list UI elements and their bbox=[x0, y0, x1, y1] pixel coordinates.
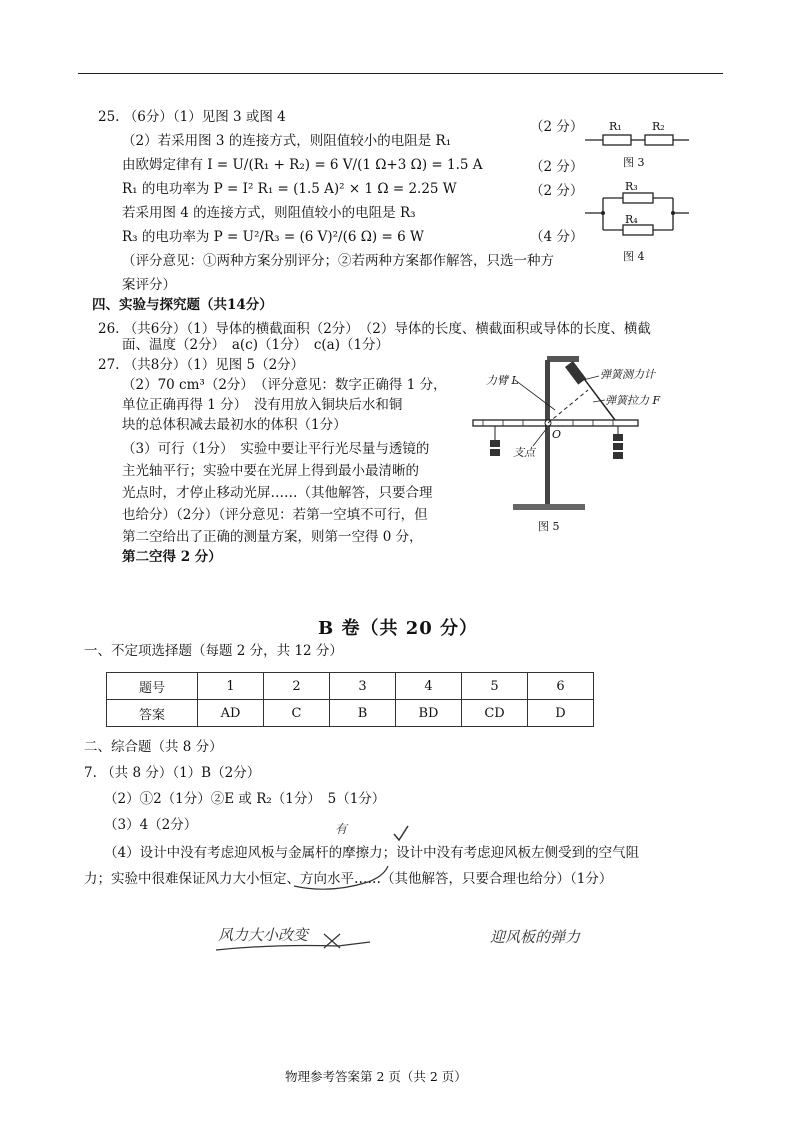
handwritten-note-left: 风力大小改变 bbox=[218, 926, 309, 944]
handwritten-note-right: 迎风板的弹力 bbox=[490, 928, 581, 946]
table-cell: 2 bbox=[264, 673, 330, 700]
table-answer-label: 答案 bbox=[107, 700, 198, 727]
q27-line-6: 主光轴平行；实验中要在光屏上得到最小最清晰的 bbox=[122, 463, 419, 479]
q25-line-4: R₁ 的电功率为 P = I² R₁ = (1.5 A)² × 1 Ω = 2.25 W bbox=[122, 181, 457, 197]
figure-5-spring-force-label: 弹簧拉力 F bbox=[605, 394, 661, 407]
q27-line-5: （3）可行（1分） 实验中要让平行光尽量与透镜的 bbox=[122, 441, 430, 457]
figure-5-point-o-label: O bbox=[552, 428, 562, 441]
table-cell: BD bbox=[396, 700, 462, 727]
q25-line-7: （评分意见：①两种方案分别评分；②若两种方案都作解答，只选一种方 bbox=[122, 253, 554, 269]
q25-line-8: 案评分） bbox=[122, 277, 176, 293]
q27-line-3: 单位正确再得 1 分） 没有用放入铜块后水和铜 bbox=[122, 397, 403, 413]
figure-4-caption: 图 4 bbox=[623, 250, 645, 263]
table-cell: 5 bbox=[462, 673, 528, 700]
figure-3-r2-label: R₂ bbox=[652, 120, 665, 133]
score-4: （4 分） bbox=[530, 229, 584, 245]
section-1-heading: 一、不定项选择题（每题 2 分，共 12 分） bbox=[84, 643, 343, 659]
q27-line-8: 也给分）（2分）（评分意见：若第一空填不可行，但 bbox=[122, 507, 428, 523]
q26-line-2: 面、温度（2分） a(c)（1分） c(a)（1分） bbox=[122, 337, 390, 353]
table-cell: C bbox=[264, 700, 330, 727]
table-cell: 3 bbox=[330, 673, 396, 700]
handwritten-underline-stroke bbox=[290, 858, 390, 898]
part-b-title: B 卷（共 20 分） bbox=[318, 618, 479, 639]
table-cell: B bbox=[330, 700, 396, 727]
table-cell: 4 bbox=[396, 673, 462, 700]
q25-line-2: （2）若采用图 3 的连接方式，则阻值较小的电阻是 R₁ bbox=[122, 133, 452, 149]
figure-4-parallel-circuit bbox=[585, 188, 695, 248]
figure-4-r3-label: R₃ bbox=[625, 180, 638, 193]
section-2-heading: 二、综合题（共 8 分） bbox=[84, 739, 223, 755]
q7-line-1: 7. （共 8 分）（1）B（2分） bbox=[84, 765, 261, 781]
q7-line-5: 力；实验中很难保证风力大小恒定、方向水平……（其他解答，只要合理也给分）（1分） bbox=[84, 871, 613, 887]
table-cell: CD bbox=[462, 700, 528, 727]
figure-3-r1-label: R₁ bbox=[609, 120, 622, 133]
q26-line-1: 26. （共6分）（1）导体的横截面积（2分） （2）导体的长度、横截面积或导体的长度、横截 bbox=[98, 321, 651, 337]
q7-line-2: （2）①2（1分）②E 或 R₂（1分） 5（1分） bbox=[104, 791, 386, 807]
q7-line-3: （3）4（2分） bbox=[104, 817, 198, 833]
section-4-heading: 四、实验与探究题（共14分） bbox=[92, 297, 273, 313]
q25-line-3: 由欧姆定律有 I = U/(R₁ + R₂) = 6 V/(1 Ω+3 Ω) = 1.5 A bbox=[122, 157, 483, 173]
q27-line-2: （2）70 cm³（2分） （评分意见：数字正确得 1 分， bbox=[122, 377, 447, 393]
table-cell: 1 bbox=[198, 673, 264, 700]
score-2: （2 分） bbox=[530, 159, 584, 175]
score-1: （2 分） bbox=[530, 119, 584, 135]
top-rule bbox=[78, 73, 723, 74]
q25-line-1: 25. （6分）（1）见图 3 或图 4 bbox=[98, 109, 286, 125]
q27-line-10: 第二空得 2 分） bbox=[122, 549, 222, 565]
figure-3-caption: 图 3 bbox=[623, 156, 645, 169]
q25-line-5: 若采用图 4 的连接方式，则阻值较小的电阻是 R₃ bbox=[122, 205, 416, 221]
figure-5-lever-arm-label: 力臂 L bbox=[486, 374, 519, 387]
page-footer: 物理参考答案第 2 页（共 2 页） bbox=[285, 1069, 467, 1084]
score-3: （2 分） bbox=[530, 183, 584, 199]
table-header-label: 题号 bbox=[107, 673, 198, 700]
q27-line-9: 第二空给出了正确的测量方案，则第一空得 0 分， bbox=[122, 529, 423, 545]
table-row bbox=[107, 673, 594, 700]
table-cell: 6 bbox=[528, 673, 594, 700]
figure-5-spring-meter-label: 弹簧测力计 bbox=[600, 368, 655, 381]
handwritten-scribble-left bbox=[214, 914, 374, 954]
q27-line-1: 27. （共8分）（1）见图 5（2分） bbox=[98, 357, 305, 373]
figure-4-r4-label: R₄ bbox=[625, 213, 638, 226]
answer-table bbox=[106, 672, 594, 727]
figure-5-caption: 图 5 bbox=[538, 520, 560, 533]
q27-line-4: 块的总体积减去最初水的体积（1分） bbox=[122, 417, 347, 433]
q25-line-6: R₃ 的电功率为 P = U²/R₃ = (6 V)²/(6 Ω) = 6 W bbox=[122, 229, 424, 245]
q27-line-7: 光点时，才停止移动光屏……（其他解答，只要合理 bbox=[122, 485, 433, 501]
table-cell: D bbox=[528, 700, 594, 727]
q7-line-4: （4）设计中没有考虑迎风板与金属杆的摩擦力；设计中没有考虑迎风板左侧受到的空气阻 bbox=[104, 845, 640, 861]
handwritten-note-top: 有 bbox=[335, 822, 348, 836]
table-cell: AD bbox=[198, 700, 264, 727]
table-row bbox=[107, 700, 594, 727]
figure-5-pivot-label: 支点 bbox=[513, 446, 535, 459]
